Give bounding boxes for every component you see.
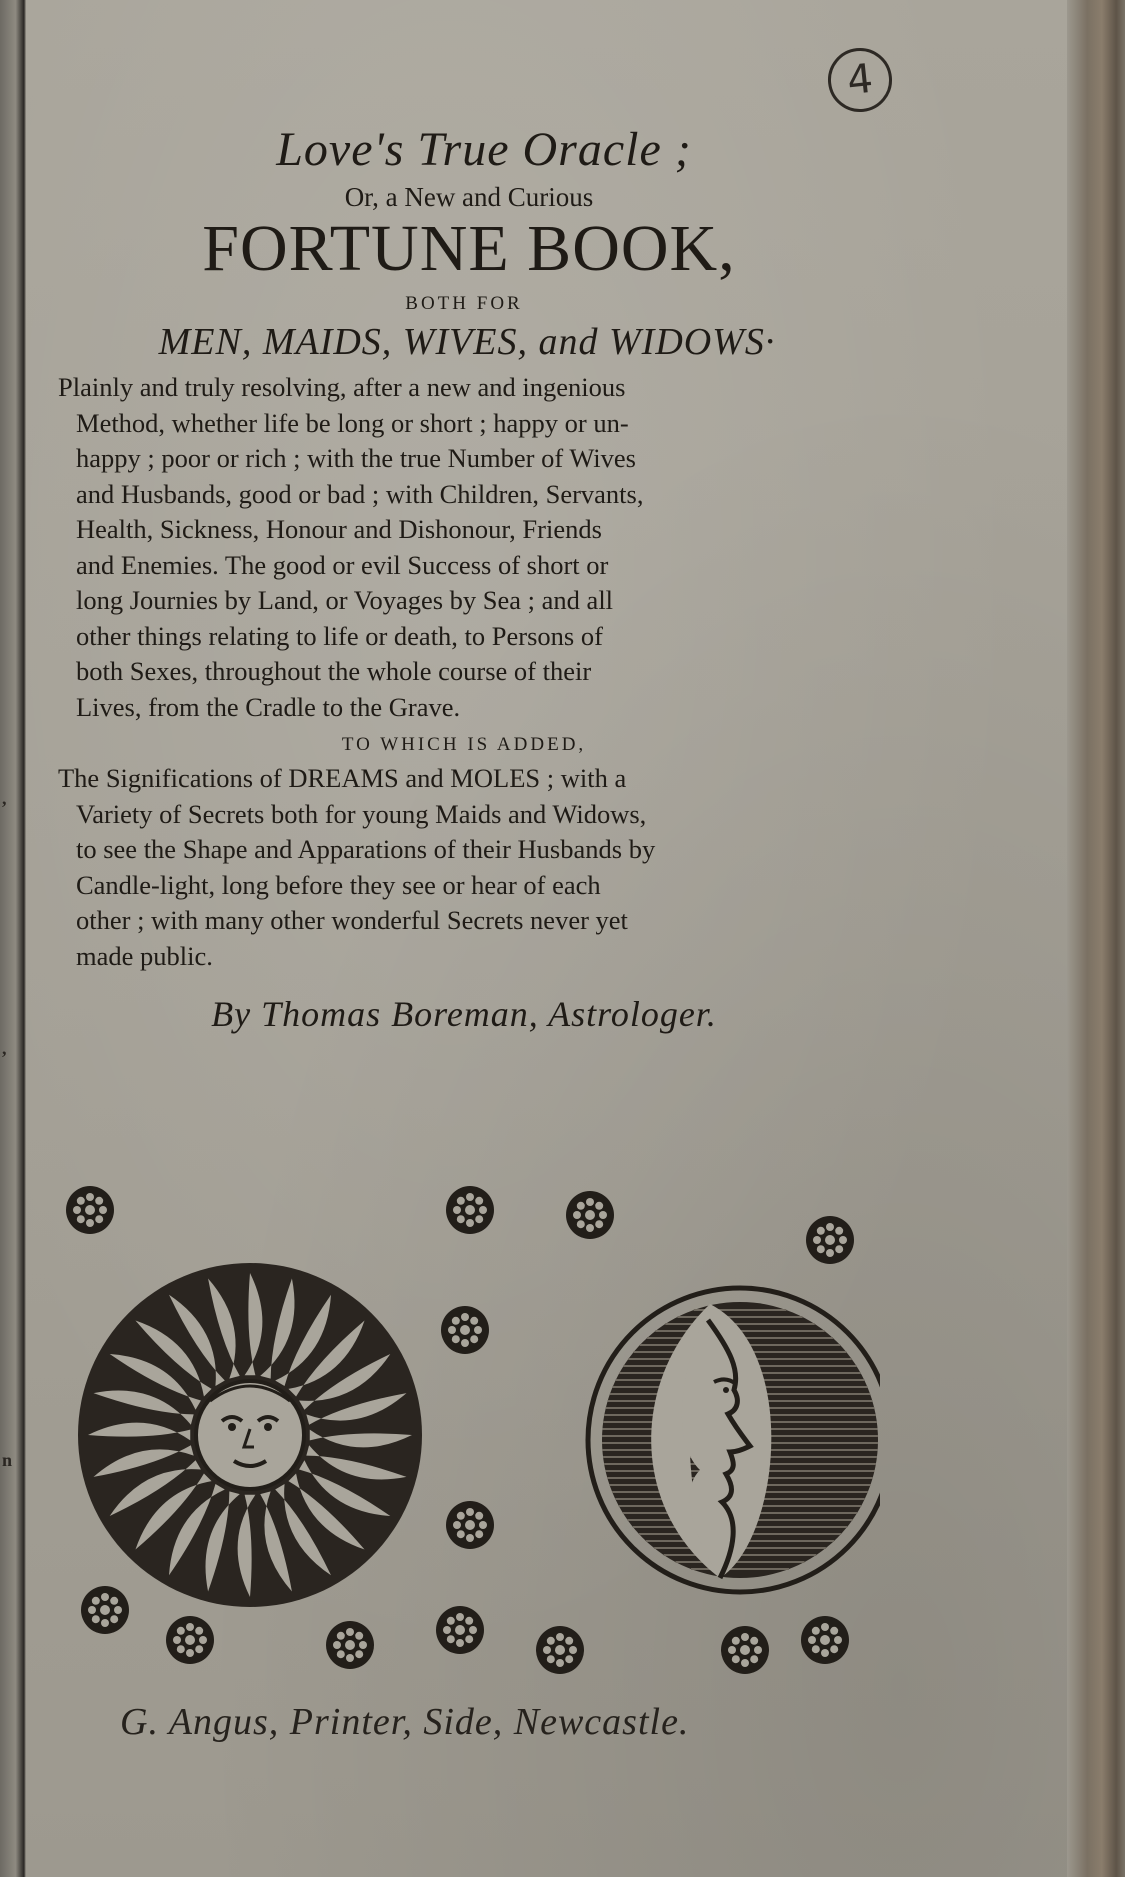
additions-line: other ; with many other wonderful Secrets never yet (76, 905, 628, 935)
star-rosette-icon (436, 1606, 484, 1654)
additions-line: made public. (76, 940, 213, 971)
additions-line: to see the Shape and Apparations of their Husbands by (76, 834, 656, 864)
binding-gutter-left (0, 0, 26, 1877)
description-line: happy ; poor or rich ; with the true Number of Wives (76, 443, 636, 473)
additions-line: Candle-light, long before they see or hear of each (76, 869, 601, 900)
imprint-line: G. Angus, Printer, Side, Newcastle. (120, 1701, 690, 1743)
star-rosette-icon (446, 1501, 494, 1549)
description-paragraph (58, 370, 870, 725)
description-line: Method, whether life be long or short ; happy or un- (76, 407, 629, 438)
star-rosette-icon (326, 1621, 374, 1669)
margin-mark: n (2, 1450, 13, 1470)
description-line: Plainly and truly resolving, after a new and ingenious (58, 372, 626, 402)
description-line: and Enemies. The good or evil Success of short or (76, 549, 609, 580)
star-rosette-icon (66, 1186, 114, 1234)
both-for-label: BOTH FOR (405, 293, 523, 314)
star-rosette-icon (806, 1216, 854, 1264)
title-block (58, 120, 870, 1036)
additions-line: Variety of Secrets both for young Maids and Widows, (76, 798, 647, 829)
crescent-moon-icon (588, 1288, 880, 1592)
description-line: long Journies by Land, or Voyages by Sea ; and all (76, 585, 614, 615)
description-line: Health, Sickness, Honour and Dishonour, Friends (76, 514, 602, 544)
star-rosette-icon (721, 1626, 769, 1674)
handwritten-shelf-mark: 4 (825, 45, 895, 115)
star-rosette-icon (801, 1616, 849, 1664)
additions-paragraph (58, 761, 870, 974)
star-rosette-icon (566, 1191, 614, 1239)
description-line: Lives, from the Cradle to the Grave. (76, 691, 461, 722)
star-rosette-icon (536, 1626, 584, 1674)
additions-line: The Significations of DREAMS and MOLES ; with a (58, 763, 627, 793)
added-heading: TO WHICH IS ADDED, (341, 734, 587, 755)
sun-moon-stars-woodcut (60, 1170, 880, 1690)
book-title: Love's True Oracle ; (276, 123, 692, 176)
page-edge-right (1067, 0, 1125, 1877)
description-line: both Sexes, throughout the whole course of their (76, 656, 592, 686)
margin-mark: , (2, 1038, 7, 1058)
sun-icon (78, 1263, 422, 1607)
audience-line: MEN, MAIDS, WIVES, and WIDOWS· (158, 321, 776, 363)
description-line: and Husbands, good or bad ; with Children, Servants, (76, 478, 644, 509)
margin-mark: , (2, 788, 7, 808)
description-line: other things relating to life or death, to Persons of (76, 620, 603, 651)
book-subtitle: Or, a New and Curious (344, 182, 594, 212)
author-line: By Thomas Boreman, Astrologer. (211, 994, 717, 1034)
star-rosette-icon (81, 1586, 129, 1634)
main-title: FORTUNE BOOK, (202, 212, 736, 285)
star-rosette-icon (166, 1616, 214, 1664)
star-rosette-icon (441, 1306, 489, 1354)
star-rosette-icon (446, 1186, 494, 1234)
